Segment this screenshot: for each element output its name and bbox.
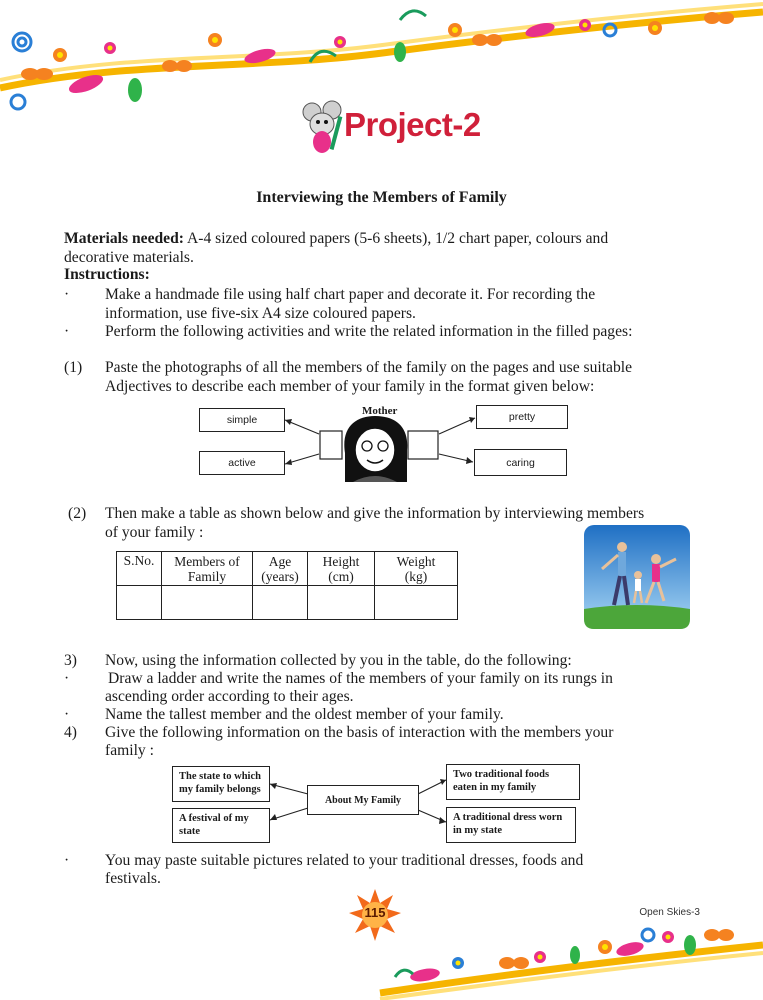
materials-label: Materials needed: [64,230,184,247]
activity-4-number: 4) [64,724,77,741]
about-my-family-box: About My Family [307,785,419,815]
instruction-1-line-2: information, use five-six A4 size coloured papers. [105,305,416,322]
table-header-cell: Weight (kg) [375,552,458,586]
table-header-cell: S.No. [117,552,162,586]
bullet-mark: · [64,286,70,303]
activity-2-number: (2) [68,505,87,522]
adjective-box-active: active [199,451,285,475]
materials-line-2: decorative materials. [64,249,194,266]
book-title: Open Skies-3 [639,907,700,918]
activity-1-line-2: Adjectives to describe each member of your family in the format given below: [105,378,595,395]
activity-4-line-2: family : [105,742,154,759]
table-header-row [117,552,458,586]
activity-4-line-1: Give the following information on the basis of interaction with the members your [105,724,614,741]
table-header-cell: Members of Family [162,552,253,586]
bullet-mark: · [64,323,70,340]
info-box-festival: A festival of my state [172,808,270,843]
table-header-cell: Height (cm) [308,552,375,586]
table-row [117,586,458,620]
materials-line-1: Materials needed: A-4 sized coloured papers (5-6 sheets), 1/2 chart paper, colours and [64,230,609,247]
activity-3-line-1: Now, using the information collected by you in the table, do the following: [105,652,572,669]
adjective-box-pretty: pretty [476,405,568,429]
table-header-cell: Age (years) [253,552,308,586]
activity-1-line-1: Paste the photographs of all the members of the family on the pages and use suitable [105,359,633,376]
activity-2-line-2: of your family : [105,524,204,541]
info-box-foods: Two traditional foods eaten in my family [446,764,580,800]
activity-3-bullet-2: Name the tallest member and the oldest member of your family. [105,706,504,723]
page-heading: Interviewing the Members of Family [256,189,507,206]
project-title: Project-2 [344,106,481,143]
page-number-wrap [347,887,403,943]
instruction-1-line-1: Make a handmade file using half chart paper and decorate it. For recording the [105,286,596,303]
info-box-dress: A traditional dress worn in my state [446,807,576,843]
activity-3-number: 3) [64,652,77,669]
mouse-mascot-icon [300,98,346,156]
instruction-2-line-1: Perform the following activities and write the related information in the filled pages: [105,323,633,340]
activity-3-bullet-1-line-1: Draw a ladder and write the names of the members of your family on its rungs in [108,670,613,687]
adjective-box-simple: simple [199,408,285,432]
bullet-mark: · [64,706,70,723]
closing-line-2: festivals. [105,870,161,887]
instructions-label: Instructions: [64,266,150,283]
bullet-mark: · [64,852,70,869]
diagram-center-label: Mother [362,405,398,417]
info-box-state: The state to which my family belongs [172,766,270,802]
activity-3-bullet-1-line-2: ascending order according to their ages. [105,688,354,705]
activity-2-line-1: Then make a table as shown below and give the information by interviewing members [105,505,645,522]
activity-1-number: (1) [64,359,83,376]
family-info-table [116,551,458,620]
family-photo [584,525,690,629]
adjective-box-caring: caring [474,449,567,476]
page-number: 115 [364,905,386,920]
project-title-badge [300,98,490,160]
closing-line-1: You may paste suitable pictures related to your traditional dresses, foods and [105,852,584,869]
bullet-mark: · [64,670,70,687]
mother-illustration-icon [344,416,407,482]
